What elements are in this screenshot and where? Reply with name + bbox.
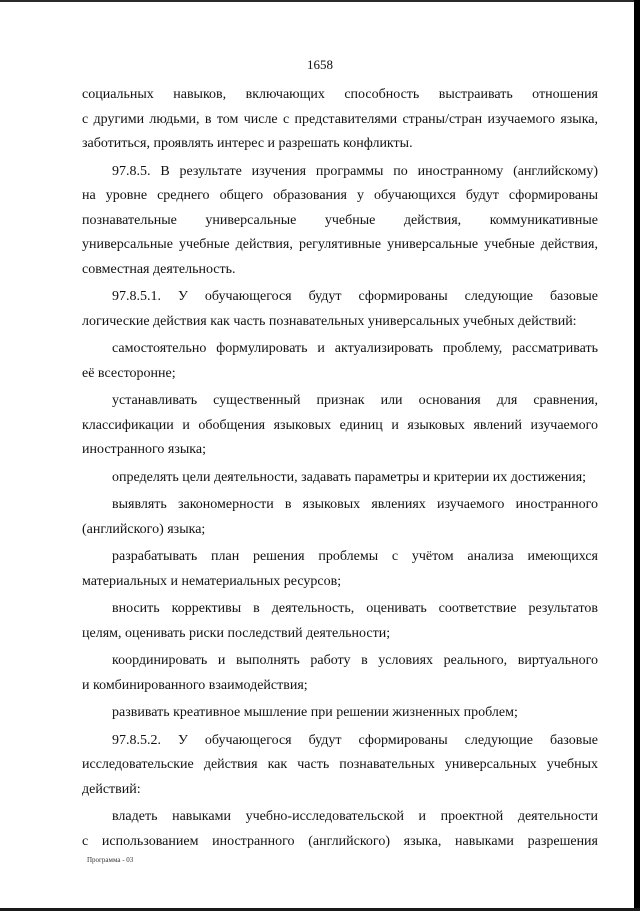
text-line: универсальные учебные действия, регулятивные универсальные учебные действия,	[82, 237, 598, 252]
list-item	[82, 701, 598, 726]
page-number: 1658	[307, 57, 333, 72]
text-line: устанавливать существенный признак или основания для сравнения,	[112, 393, 598, 408]
text-line: целям, оценивать риски последствий деятельности;	[82, 625, 391, 641]
list-item	[82, 337, 598, 386]
text-line: социальных навыков, включающих способность выстраивать отношения	[82, 87, 598, 102]
text-line: материальных и нематериальных ресурсов;	[82, 573, 342, 589]
scan-edge-right	[634, 0, 640, 911]
list-item	[82, 545, 598, 594]
text-line: совместная деятельность.	[82, 261, 236, 277]
text-line: 97.8.5.2. У обучающегося будут сформированы следующие базовые	[112, 732, 598, 748]
list-item	[82, 805, 598, 854]
text-line: классификации и обобщения языковых единиц и языковых явлений изучаемого	[82, 417, 598, 433]
text-line: развивать креативное мышление при решении жизненных проблем;	[112, 705, 518, 720]
text-line: заботиться, проявлять интерес и разрешать конфликты.	[82, 136, 413, 151]
scan-edge-top	[0, 0, 640, 2]
text-line: её всесторонне;	[82, 365, 176, 381]
paragraph	[82, 285, 598, 334]
text-line: 97.8.5. В результате изучения программы по иностранному (английскому)	[112, 163, 598, 179]
text-line: и комбинированного взаимодействия;	[82, 677, 308, 693]
list-item	[82, 493, 598, 542]
text-line: (английского) языка;	[82, 521, 206, 537]
list-item	[82, 466, 598, 491]
text-line: 97.8.5.1. У обучающегося будут сформированы следующие базовые	[112, 289, 598, 304]
text-line: разрабатывать план решения проблемы с учётом анализа имеющихся	[112, 549, 598, 564]
text-line: координировать и выполнять работу в условиях реального, виртуального	[112, 653, 598, 668]
text-line: действий:	[82, 781, 141, 797]
text-line: на уровне среднего общего образования у обучающихся будут сформированы	[82, 188, 598, 203]
list-item	[82, 597, 598, 646]
text-line: исследовательские действия как часть познавательных универсальных учебных	[82, 757, 598, 772]
text-line: выявлять закономерности в языковых явлениях изучаемого иностранного	[112, 497, 598, 512]
document-body	[82, 83, 598, 854]
paragraph	[82, 729, 598, 803]
text-line: логические действия как часть познавательных универсальных учебных действий:	[82, 313, 577, 329]
text-line: с другими людьми, в том числе с представителями страны/стран изучаемого языка,	[82, 111, 598, 127]
paragraph	[82, 160, 598, 283]
text-line: вносить коррективы в деятельность, оценивать соответствие результатов	[112, 601, 598, 616]
text-line: с использованием иностранного (английского) языка, навыками разрешения	[82, 833, 598, 849]
list-item	[82, 389, 598, 463]
text-line: иностранного языка;	[82, 442, 206, 457]
text-line: определять цели деятельности, задавать параметры и критерии их достижения;	[112, 469, 587, 485]
text-line: познавательные универсальные учебные действия, коммуникативные	[82, 212, 598, 228]
paragraph	[82, 83, 598, 157]
page-footer: Программа - 03	[87, 856, 134, 864]
list-item	[82, 649, 598, 698]
text-line: самостоятельно формулировать и актуализировать проблему, рассматривать	[112, 341, 598, 356]
text-line: владеть навыками учебно-исследовательской и проектной деятельности	[112, 809, 598, 824]
